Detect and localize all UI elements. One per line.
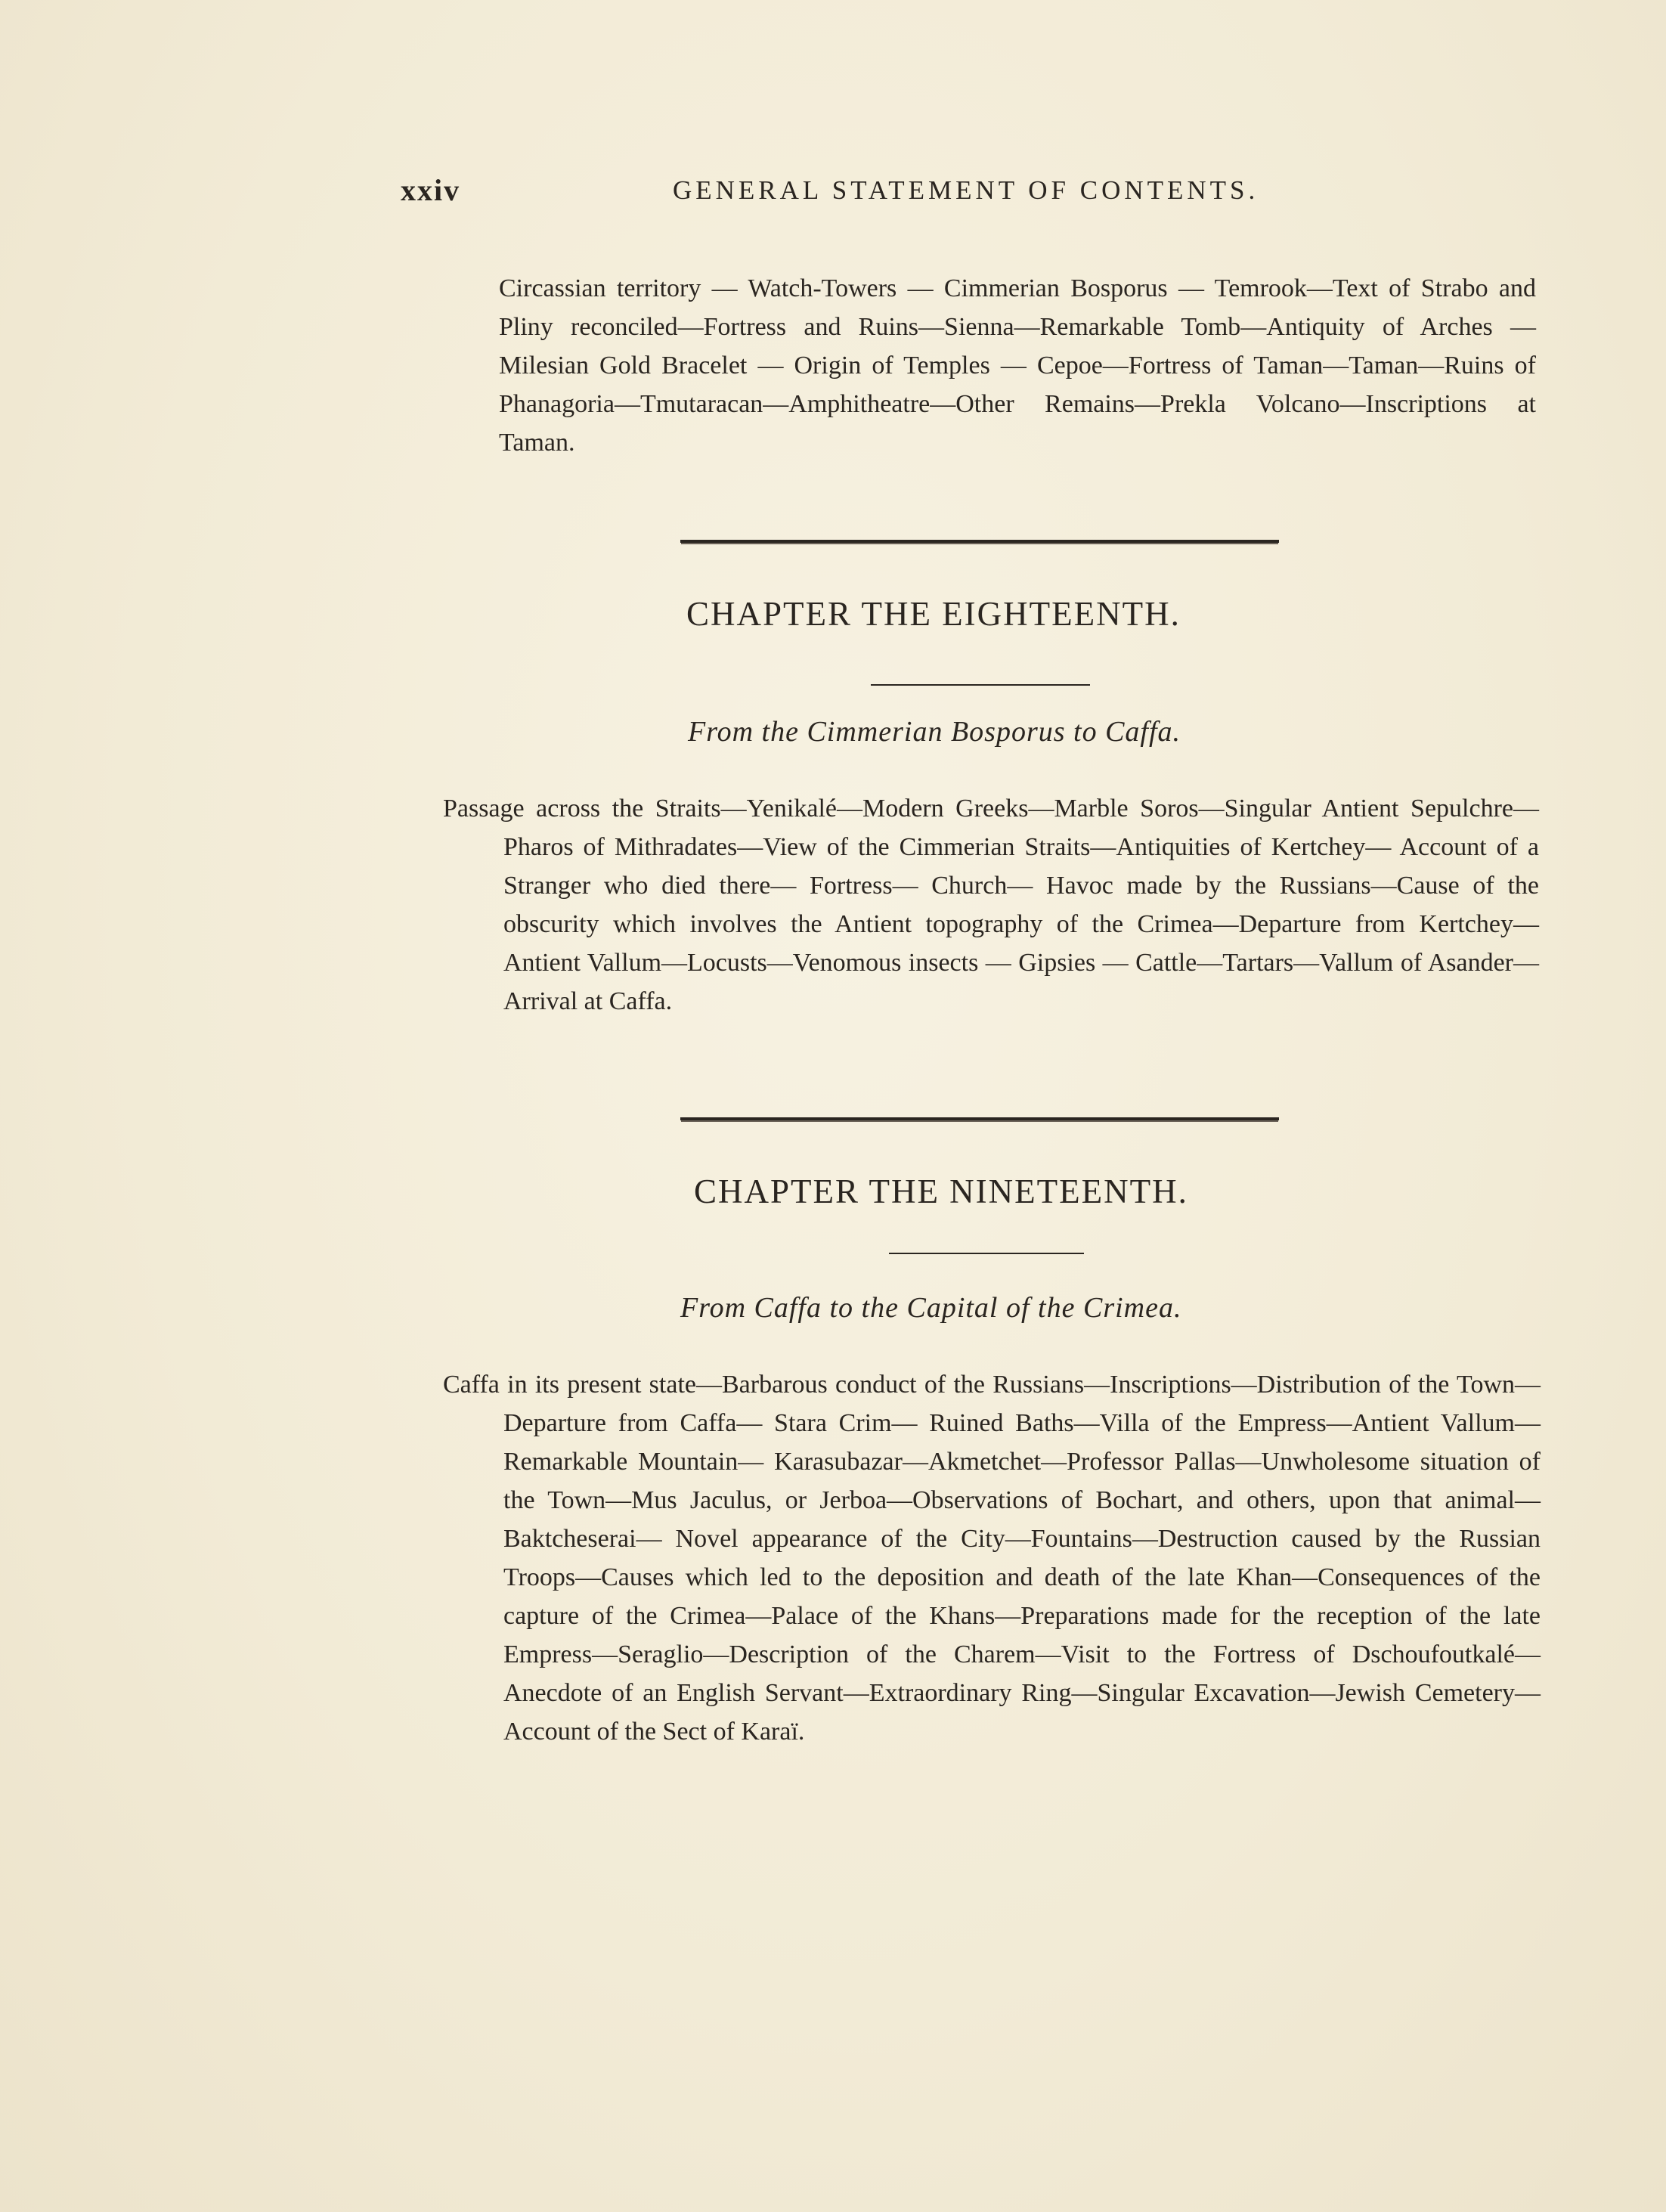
page-number: xxiv [401, 173, 461, 207]
continued-chapter-summary: Circassian territory — Watch-Towers — Cimmerian Bosporus — Temrook—Text of Strabo and Pliny reconciled—Fortress and Ruins—Sienna—Remarkable Tomb—Antiquity of Arches — Milesian Gold Bracelet — Origin of Temples — Cepoe—Fortress of Taman—Taman—Ruins of Phanagoria—Tmutaracan—Amphitheatre—Other Remains—Prekla Volcano—Inscriptions at Taman. [499, 274, 1536, 457]
chapter-summary-eighteen: Passage across the Straits—Yenikalé—Modern Greeks—Marble Soros—Singular Antient Sepulchre—Pharos of Mithradates—View of the Cimmerian Straits—Antiquities of Kertchey— Account of a Stranger who died there— Fortress— Church— Havoc made by the Russians—Cause of the obscurity which involves the Antient topography of the Crimea—Departure from Kertchey—Antient Vallum—Locusts—Venomous insects — Gipsies — Cattle—Tartars—Vallum of Asander—Arrival at Caffa. [443, 795, 1539, 1015]
chapter-title-nineteen: CHAPTER THE NINETEENTH. [694, 1173, 1188, 1210]
section-divider-1 [680, 540, 1279, 543]
page-header [401, 172, 1308, 218]
chapter-rule-eighteen [871, 684, 1090, 686]
section-divider-2 [680, 1117, 1279, 1120]
chapter-summary-nineteen: Caffa in its present state—Barbarous conduct of the Russians—Inscriptions—Distribution of the Town— Departure from Caffa— Stara Crim— Ruined Baths—Villa of the Empress—Antient Vallum—Remarkable Mountain— Karasubazar—Akmetchet—Professor Pallas—Unwholesome situation of the Town—Mus Jaculus, or Jerboa—Observations of Bochart, and others, upon that animal— Baktcheserai— Novel appearance of the City—Fountains—Destruction caused by the Russian Troops—Causes which led to the deposition and death of the late Khan—Consequences of the capture of the Crimea—Palace of the Khans—Preparations made for the reception of the late Empress—Seraglio—Description of the Charem—Visit to the Fortress of Dschoufoutkalé—Anecdote of an English Servant—Extraordinary Ring—Singular Excavation—Jewish Cemetery—Account of the Sect of Karaï. [443, 1371, 1541, 1746]
chapter-title-eighteen: CHAPTER THE EIGHTEENTH. [686, 595, 1181, 633]
running-title: GENERAL STATEMENT OF CONTENTS. [673, 175, 1259, 205]
chapter-rule-nineteen [889, 1253, 1084, 1254]
chapter-subtitle-eighteen: From the Cimmerian Bosporus to Caffa. [688, 716, 1181, 748]
chapter-subtitle-nineteen: From Caffa to the Capital of the Crimea. [680, 1292, 1182, 1324]
